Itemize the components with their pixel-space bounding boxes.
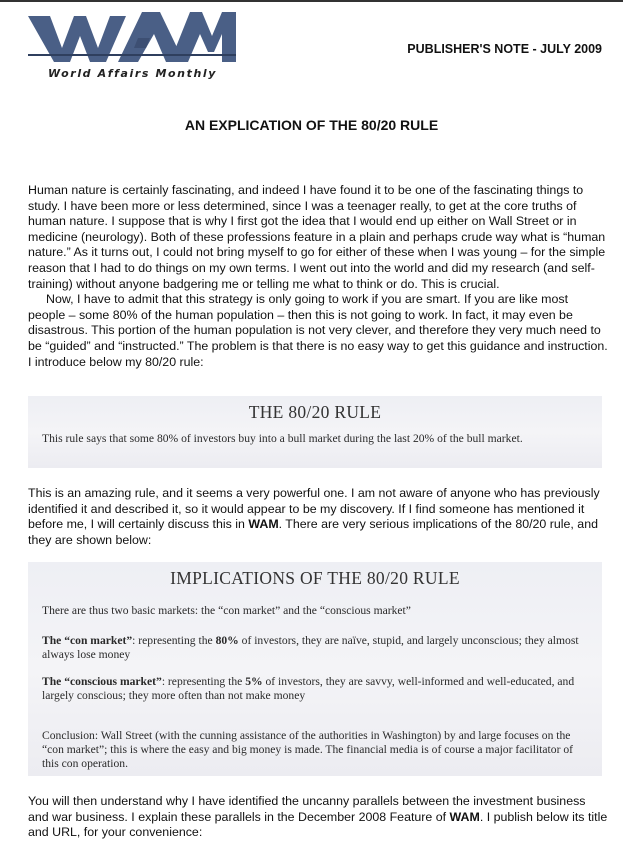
conscious-market-item <box>42 675 592 703</box>
wam-logo <box>26 8 241 82</box>
paragraph-2: Now, I have to admit that this strategy is only going to work if you are smart. If you are like most people – some 80% of the human population – then this is not going to work. In fact, it may even be disastrous. This portion of the human population is not very clever, and therefore they very much need to be “guided” and “instructed.” The problem is that there is no easy way to get this guidance and instruction. I introduce below my 80/20 rule: <box>28 292 608 369</box>
paragraph-3-start: This is an amazing rule, and it seems a very powerful one. I am not aware of anyone who has previously identified it and described it, so it would appear to be my discovery. If I find someone has mentioned it before me, I will certainly discuss this in <box>28 486 600 532</box>
wam-logo-mark <box>26 8 241 66</box>
rule-box-text: This rule says that some 80% of investors buy into a bull market during the last 20% of the bull market. <box>42 432 523 445</box>
publisher-note-label: PUBLISHER'S NOTE - JULY 2009 <box>407 42 602 56</box>
top-rule <box>0 0 623 2</box>
rule-box-title: THE 80/20 RULE <box>248 402 382 422</box>
conscious-market-label: The “conscious market” <box>42 675 162 688</box>
intro-paragraphs <box>28 183 608 370</box>
implications-box <box>28 562 602 776</box>
article-title: AN EXPLICATION OF THE 80/20 RULE <box>184 117 439 133</box>
paragraph-3-end: . There are very serious implications of the 80/20 rule, and they are shown below: <box>28 517 598 547</box>
con-market-percent: 80% <box>215 634 239 647</box>
logo-subtitle: World Affairs Monthly <box>48 67 218 80</box>
con-market-text-b: of investors, they are naïve, stupid, and largely unconscious; they almost always lose money <box>42 634 579 661</box>
paragraph-4-wam: WAM <box>449 809 480 824</box>
implications-box-title: IMPLICATIONS OF THE 80/20 RULE <box>170 568 460 588</box>
con-market-label: The “con market” <box>42 634 133 647</box>
implications-intro: There are thus two basic markets: the “con market” and the “conscious market” <box>42 604 411 617</box>
paragraph-3-wam: WAM <box>248 517 279 532</box>
paragraph-3 <box>28 486 608 548</box>
paragraph-1: Human nature is certainly fascinating, and indeed I have found it to be one of the fascinating things to study. I have been more or less determined, since I was a teenager really, to get at the core truths of human nature. I suppose that is why I first got the idea that I would end up either on Wall Street or in medicine (neurology). Both of these professions feature in a plain and perhaps crude way what is “human nature.” As it turns out, I could not bring myself to go for either of these when I was young – for the simple reason that I had to do things on my own terms. I went out into the world and did my research (and self-training) without anyone badgering me or telling me what to think or do. This is crucial. <box>28 183 606 291</box>
paragraph-4-start: You will then understand why I have identified the uncanny parallels between the investment business and war business. I explain these parallels in the December 2008 Feature of <box>28 794 586 824</box>
paragraph-4 <box>28 794 608 841</box>
con-market-text-a: : representing the <box>132 634 216 647</box>
conscious-market-text-b: of investors, they are savvy, well-informed and well-educated, and largely conscious; they more often than not make money <box>42 675 575 702</box>
con-market-item <box>42 634 592 662</box>
conscious-market-percent: 5% <box>245 675 263 688</box>
implications-conclusion: Conclusion: Wall Street (with the cunning assistance of the authorities in Washington) by and large focuses on the “con market”; this is where the easy and big money is made. The financial media is of course a major facilitator of this con operation. <box>42 729 573 770</box>
conscious-market-text-a: : representing the <box>161 675 246 688</box>
rule-box <box>28 396 602 468</box>
paragraph-4-end: . I publish below its title and URL, for your convenience: <box>28 809 608 840</box>
